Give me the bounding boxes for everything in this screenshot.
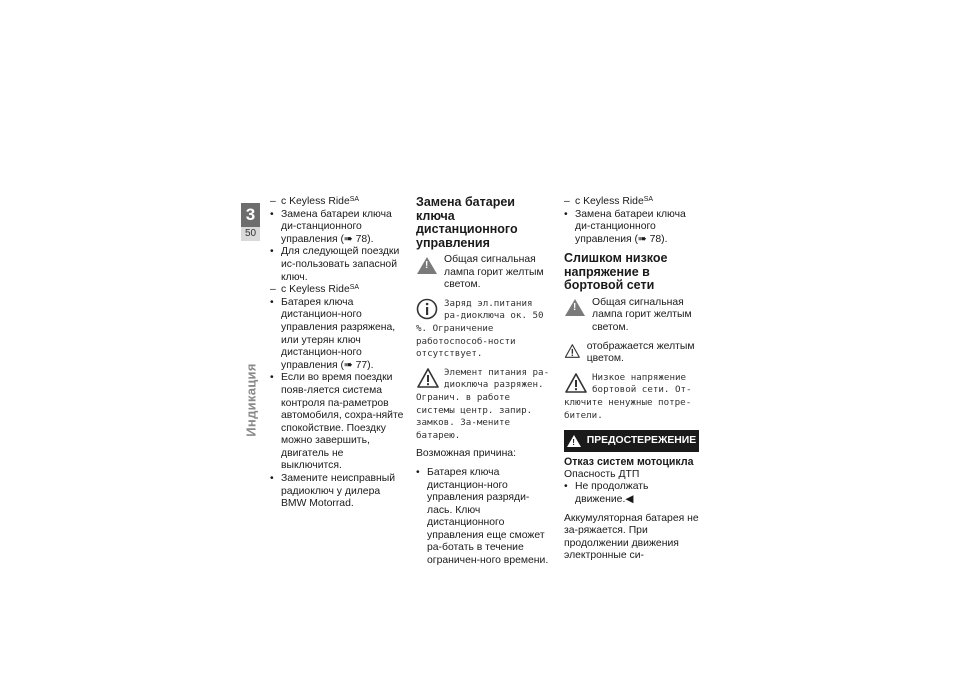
bullet-item bbox=[564, 209, 699, 247]
sa-superscript: SA bbox=[643, 196, 654, 203]
dash-marker: – bbox=[270, 196, 276, 207]
dash-text: с Keyless Ride bbox=[281, 196, 350, 207]
display-text: Элемент питания ра-диоключа разряжен. Огранич. в работе системы центр. запир. замков. За-мените батарею. bbox=[416, 366, 550, 441]
dash-text: с Keyless Ride bbox=[575, 196, 644, 207]
section-heading: Замена батареи ключа дистанционного управления bbox=[416, 195, 518, 250]
dash-marker: – bbox=[270, 284, 276, 296]
bullet-item bbox=[270, 297, 405, 373]
chapter-title: Индикация bbox=[243, 363, 259, 437]
warning-triangle-icon bbox=[416, 254, 438, 276]
warning-banner bbox=[564, 430, 699, 452]
bullet-marker: • bbox=[270, 473, 274, 485]
bullet-marker: • bbox=[564, 208, 568, 220]
bullet-marker: • bbox=[270, 246, 274, 258]
chapter-number: 3 bbox=[241, 203, 260, 227]
bullet-item bbox=[270, 246, 405, 284]
bullet-text: Если во время поездки появ-ляется система контроля па-раметров автомобиля, сохра-няйте спокойствие. Поездку можно завершить, двигатель не выключится. bbox=[281, 372, 404, 472]
display-text: Низкое напряжение бортовой сети. От-ключите ненужные потре-бители. bbox=[564, 371, 692, 421]
bullet-text: Не продолжать движение.◀ bbox=[575, 481, 649, 505]
display-message bbox=[416, 367, 550, 443]
bullet-text: Батарея ключа дистанцион-ного управления разряди-лась. Ключ дистанционного управления еще сможет ра-ботать в течение ограничен-ного времени. bbox=[427, 466, 549, 567]
bullet-text: Замените неисправный радиоключ у дилера BMW Motorrad. bbox=[281, 473, 396, 510]
bullet-marker: • bbox=[270, 296, 274, 308]
warning-title: Отказ систем мотоцикла bbox=[564, 456, 694, 469]
chapter-title-vertical bbox=[240, 340, 262, 460]
chapter-marker bbox=[241, 203, 260, 241]
dash-marker: – bbox=[564, 196, 570, 207]
warning-outline-icon bbox=[564, 372, 588, 394]
bullet-marker: • bbox=[416, 466, 420, 478]
warning-outline-icon bbox=[564, 341, 581, 361]
bullet-item bbox=[270, 473, 405, 511]
cause-label: Возможная причина: bbox=[416, 448, 516, 460]
bullet-marker: • bbox=[564, 481, 568, 493]
bullet-item bbox=[270, 209, 405, 247]
dash-text: с Keyless Ride bbox=[281, 284, 350, 296]
column-1 bbox=[270, 196, 405, 511]
bullet-item bbox=[416, 467, 550, 568]
lamp-row bbox=[564, 297, 699, 335]
bullet-item bbox=[270, 372, 405, 473]
warning-label: ПРЕДОСТЕРЕЖЕНИЕ bbox=[586, 434, 697, 446]
body-paragraph: Аккумуляторная батарея не за-ряжается. При продолжении движения электронные си- bbox=[564, 512, 699, 562]
bullet-item bbox=[564, 481, 699, 506]
sa-superscript: SA bbox=[349, 284, 360, 292]
bullet-text: Замена батареи ключа ди-станционного управления (➠ 78). bbox=[575, 208, 686, 245]
shown-row bbox=[564, 341, 699, 366]
lamp-text: Общая сигнальная лампа горит желтым светом. bbox=[592, 296, 692, 334]
dash-item bbox=[270, 196, 405, 209]
display-message bbox=[416, 298, 550, 361]
sa-superscript: SA bbox=[349, 196, 360, 203]
lamp-text: Общая сигнальная лампа горит желтым светом. bbox=[444, 254, 544, 291]
warning-outline-icon bbox=[416, 367, 440, 389]
column-2 bbox=[416, 196, 550, 568]
warning-triangle-icon bbox=[567, 435, 581, 447]
bullet-marker: • bbox=[270, 208, 274, 220]
shown-text: отображается желтым цветом. bbox=[586, 340, 695, 365]
info-icon bbox=[416, 298, 440, 320]
column-3 bbox=[564, 196, 699, 563]
lamp-row bbox=[416, 254, 550, 292]
bullet-text: Батарея ключа дистанцион-ного управления разряжена, или утерян ключ дистанцион-ного управления (➠ 77). bbox=[281, 296, 396, 371]
section-heading: Слишком низкое напряжение в бортовой сети bbox=[564, 251, 668, 293]
display-message bbox=[564, 372, 699, 422]
display-text: Заряд эл.питания ра-диоключа ок. 50 %. Ограничение работоспособ-ности отсутствует. bbox=[416, 297, 544, 360]
page-number: 50 bbox=[241, 227, 260, 241]
warning-triangle-icon bbox=[564, 297, 586, 319]
dash-item bbox=[270, 284, 405, 297]
warning-danger: Опасность ДТП bbox=[564, 468, 640, 480]
dash-item bbox=[564, 196, 699, 209]
bullet-marker: • bbox=[270, 372, 274, 384]
bullet-text: Для следующей поездки ис-пользовать запасной ключ. bbox=[281, 246, 400, 283]
bullet-text: Замена батареи ключа ди-станционного управления (➠ 78). bbox=[281, 208, 392, 245]
